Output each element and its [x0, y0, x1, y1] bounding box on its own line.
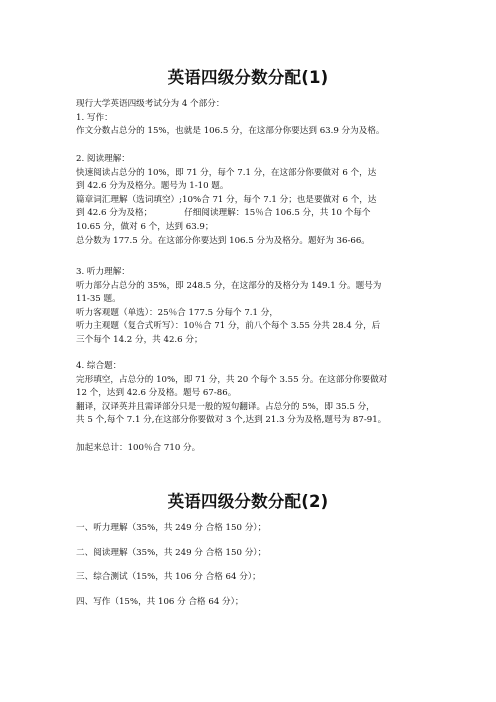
document-title-1: 英语四级分数分配(1): [167, 68, 329, 87]
total-line: [76, 442, 444, 456]
reading-line: 10.65 分，做对 6 个，达到 63.9；: [76, 221, 214, 232]
comprehensive-line: 翻译，汉译英并且需译部分只是一般的短句翻译。占总分的 5%，即 35.5 分，: [76, 401, 375, 412]
writing-line: 作文分数占总分的 15%，也就是 106.5 分，在这部分你要达到 63.9 分为及格。: [76, 126, 385, 137]
section-intro-writing: [76, 98, 444, 139]
reading-line-combined: [76, 207, 444, 221]
total-text: 加起来总计：100％合 710 分。: [76, 443, 201, 453]
comprehensive-line: 共 5 个,每个 7.1 分,在这部分你要做对 3 个,达到 21.3 分为及格,题号为 87-91。: [76, 415, 387, 426]
score-list: [76, 522, 444, 620]
listening-line: 11-35 题。: [76, 294, 121, 305]
reading-line: 到 42.6 分为及格；: [76, 208, 153, 219]
list-item: 三、综合测试（15%，共 106 分 合格 64 分）；: [76, 572, 261, 583]
list-item: 二、阅读理解（35%，共 249 分 合格 150 分）；: [76, 547, 267, 558]
list-item: 一、听力理解（35%，共 249 分 合格 150 分）；: [76, 523, 267, 533]
reading-line: 到 42.6 分为及格分。题号为 1-10 题。: [76, 181, 229, 192]
section-heading-reading: 2. 阅读理解：: [76, 154, 130, 164]
section-heading-comprehensive: 4. 综合题：: [76, 361, 122, 371]
intro-text: 现行大学英语四级考试分为 4 个部分：: [76, 99, 225, 109]
reading-line: 快速阅读占总分的 10%，即 71 分，每个 7.1 分，在这部分你要做对 6 个，达: [76, 167, 377, 178]
listening-line: 听力客观题（单选）：25％合 177.5 分每个 7.1 分，: [76, 307, 278, 318]
comprehensive-line: 完形填空，占总分的 10%，即 71 分，共 20 个每个 3.55 分。在这部分你要做对: [76, 374, 388, 385]
section-comprehensive: [76, 360, 444, 428]
comprehensive-line: 12 个，达到 42.6 分及格。题号 67-86。: [76, 388, 237, 399]
document-title-2: 英语四级分数分配(2): [167, 492, 329, 511]
reading-line: 总分数为 177.5 分。在这部分你要达到 106.5 分为及格分。题好为 36-66。: [76, 235, 370, 246]
listening-line: 听力主观题（复合式听写）：10％合 71 分，前八个每个 3.55 分共 28.4 分，后: [76, 321, 381, 332]
section-heading-listening: 3. 听力理解：: [76, 267, 130, 277]
list-item: 四、写作（15%，共 106 分 合格 64 分）；: [76, 596, 244, 607]
section-reading: [76, 153, 444, 248]
listening-line: 三个每个 14.2 分，共 42.6 分；: [76, 334, 203, 345]
listening-line: 听力部分占总分的 35%，即 248.5 分，在这部分的及格分为 149.1 分。题号为: [76, 280, 382, 291]
reading-line: 篇章词汇理解（选词填空）;10%合 71 分，每个 7.1 分；也是要做对 6 个，达: [76, 194, 377, 205]
section-listening: [76, 266, 444, 348]
section-heading-writing: 1. 写作：: [76, 112, 113, 123]
reading-line: 仔细阅读理解：15％合 106.5 分，共 10 个每个: [184, 208, 371, 219]
